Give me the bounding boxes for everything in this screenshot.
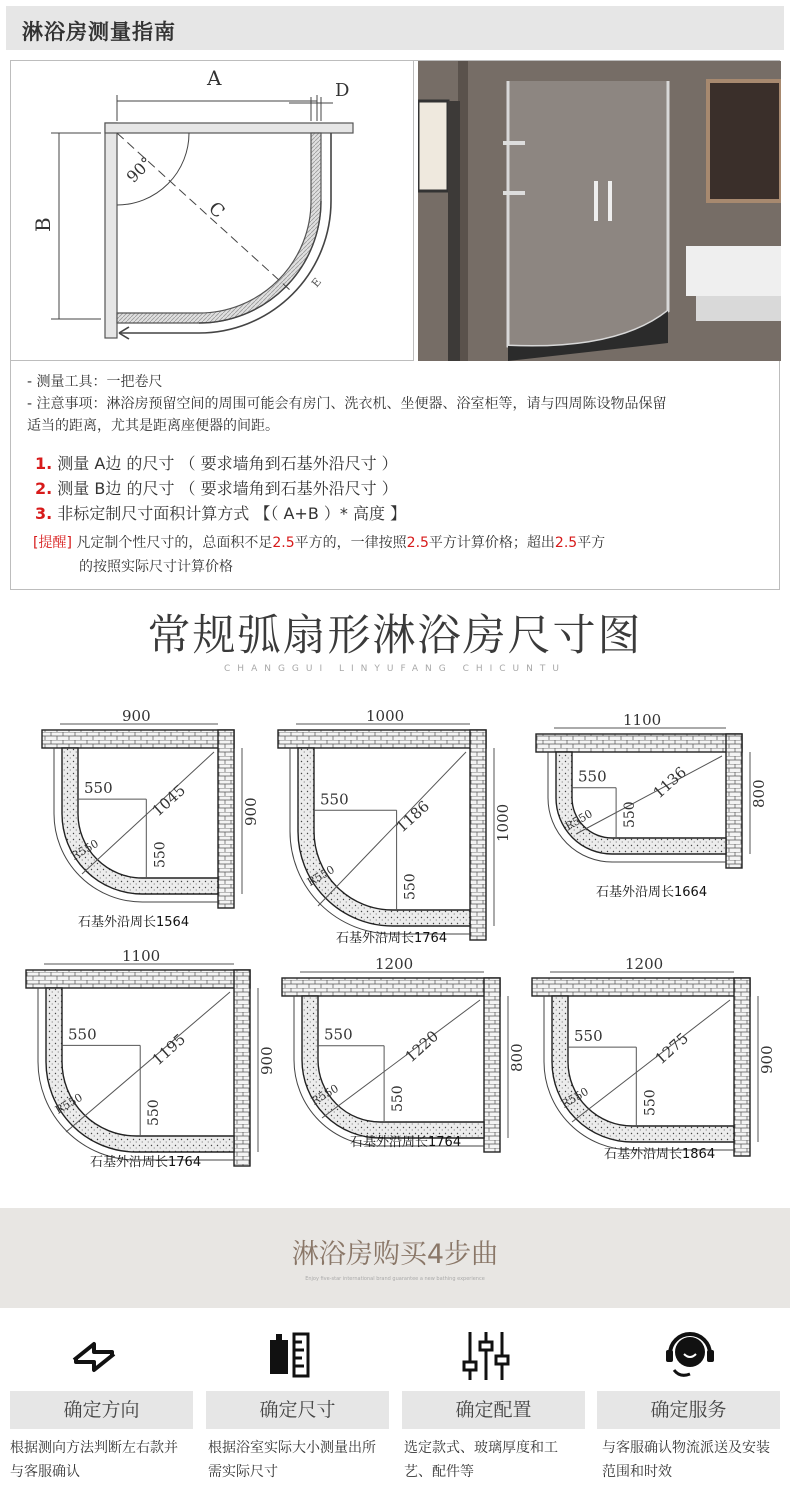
customer-service-headset-icon: [660, 1326, 720, 1386]
diagonal-line: [82, 752, 214, 874]
top-wall: [105, 123, 353, 133]
top-wall: [532, 978, 750, 996]
direction-arrows-icon: [64, 1326, 124, 1386]
side-dimension: 900: [758, 1045, 776, 1074]
sizes-title: 常规弧扇形淋浴房尺寸图: [147, 611, 643, 661]
measurement-guide-panel: [10, 60, 780, 590]
top-dimension: 1100: [122, 947, 161, 965]
step-desc-config: 选定款式、玻璃厚度和工艺、配件等: [404, 1440, 558, 1480]
purchase-subtitle: Enjoy five-star international brand guarantee a new bathing experience: [305, 1276, 485, 1282]
step-desc-direction: 根据测向方法判断左右款并与客服确认: [10, 1440, 178, 1480]
top-dimension: 1100: [623, 711, 662, 729]
perimeter-caption: 石基外沿周长1664: [596, 885, 708, 900]
measure-step-1: 1. 测量 A边 的尺寸 （ 要求墙角到石基外沿尺寸 ）: [35, 454, 398, 473]
perimeter-caption: 石基外沿周长1864: [604, 1147, 716, 1162]
side-wall: [484, 978, 500, 1152]
short-h-dimension: 550: [574, 1027, 603, 1046]
measure-step-3: 3. 非标定制尺寸面积计算方式 【（ A+B ）* 高度 】: [35, 504, 407, 523]
label-a: A: [207, 66, 222, 90]
left-wall: [105, 123, 117, 338]
radius-label: R550: [69, 836, 101, 863]
short-h-dimension: 550: [84, 779, 113, 798]
tip-line-2: 的按照实际尺寸计算价格: [79, 559, 233, 575]
short-v-dimension: 550: [390, 1085, 407, 1112]
purchase-band: [0, 1208, 790, 1308]
note-tool: - 测量工具：一把卷尺: [27, 374, 163, 390]
page-title: 淋浴房测量指南: [22, 20, 176, 44]
radius-label: R550: [53, 1090, 85, 1117]
step-label-direction: 确定方向: [10, 1391, 193, 1429]
measurement-diagram-svg: [11, 61, 414, 361]
top-wall: [278, 730, 486, 748]
shower-room-photo: [418, 61, 781, 361]
step-label-config: 确定配置: [402, 1391, 585, 1429]
measure-steps: [35, 451, 406, 526]
short-h-dimension: 550: [68, 1025, 97, 1044]
top-wall: [282, 978, 500, 996]
pricing-tip: [提醒] 凡定制个性尺寸的，总面积不足2.5平方的，一律按照2.5平方计算价格；超出2.5平方 的按照实际尺寸计算价格: [33, 531, 768, 579]
top-dimension: 900: [122, 707, 151, 725]
top-wall: [42, 730, 234, 748]
size-diagrams: [0, 700, 790, 1180]
label-c: C: [204, 197, 229, 223]
diagonal-dimension: 1136: [649, 763, 691, 802]
top-dimension: 1200: [375, 955, 414, 973]
measurement-diagram: [11, 61, 414, 361]
label-b: B: [31, 217, 55, 232]
side-wall: [218, 730, 234, 908]
side-wall: [726, 734, 742, 868]
step-label-size: 确定尺寸: [206, 1391, 389, 1429]
label-d: D: [335, 80, 350, 101]
side-wall: [734, 978, 750, 1156]
radius-label: R550: [563, 807, 595, 834]
side-dimension: 800: [750, 779, 768, 808]
side-dimension: 900: [242, 797, 260, 826]
notes-block: [27, 371, 767, 437]
sizes-subtitle: CHANGGUI LINYUFANG CHICUNTU: [224, 664, 566, 674]
diagonal-dimension: 1275: [651, 1029, 693, 1068]
purchase-title: 淋浴房购买4步曲: [291, 1239, 499, 1270]
note-caution-cont: 适当的距离，尤其是距离座便器的间距。: [27, 418, 279, 434]
diagonal-line: [318, 752, 466, 906]
side-dimension: 1000: [494, 803, 512, 842]
radius-label: R550: [559, 1084, 591, 1111]
perimeter-caption: 石基外沿周长1764: [336, 931, 448, 946]
tip-tag: [提醒]: [33, 535, 72, 551]
shower-room-illustration: [418, 61, 781, 361]
short-h-dimension: 550: [324, 1025, 353, 1044]
perimeter-caption: 石基外沿周长1764: [350, 1135, 462, 1150]
diagonal-dimension: 1220: [401, 1027, 443, 1066]
short-v-dimension: 550: [642, 1089, 659, 1116]
note-caution: - 注意事项：淋浴房预留空间的周围可能会有房门、洗衣机、坐便器、浴室柜等，请与四周陈设物品保留: [27, 396, 667, 412]
short-v-dimension: 550: [146, 1099, 163, 1126]
label-e: E: [308, 275, 325, 290]
perimeter-caption: 石基外沿周长1564: [78, 915, 190, 930]
diagonal-dimension: 1186: [392, 797, 434, 836]
top-dimension: 1200: [625, 955, 664, 973]
top-wall: [26, 970, 250, 988]
radius-label: R550: [305, 862, 337, 889]
size-diagrams-svg: [0, 700, 790, 1180]
diagonal-dimension: 1045: [148, 781, 190, 820]
side-wall: [234, 970, 250, 1166]
perimeter-caption: 石基外沿周长1764: [90, 1155, 202, 1170]
top-dimension: 1000: [366, 707, 405, 725]
ruler-icon: [262, 1326, 322, 1386]
short-v-dimension: 550: [152, 841, 169, 868]
short-h-dimension: 550: [320, 790, 349, 809]
side-dimension: 800: [508, 1043, 526, 1072]
side-wall: [470, 730, 486, 940]
step-desc-service: 与客服确认物流派送及安装范围和时效: [602, 1440, 770, 1480]
side-dimension: 900: [258, 1046, 276, 1075]
header-bar: [6, 6, 784, 50]
short-v-dimension: 550: [622, 801, 639, 828]
diagonal-dimension: 1195: [148, 1030, 190, 1069]
radius-label: R550: [309, 1081, 341, 1108]
measure-step-2: 2. 测量 B边 的尺寸 （ 要求墙角到石基外沿尺寸 ）: [35, 479, 398, 498]
step-desc-size: 根据浴室实际大小测量出所需实际尺寸: [208, 1440, 376, 1480]
settings-sliders-icon: [456, 1326, 516, 1386]
step-label-service: 确定服务: [597, 1391, 780, 1429]
label-angle: 90°: [122, 153, 157, 187]
short-h-dimension: 550: [578, 767, 607, 786]
short-v-dimension: 550: [402, 873, 419, 900]
top-wall: [536, 734, 742, 752]
